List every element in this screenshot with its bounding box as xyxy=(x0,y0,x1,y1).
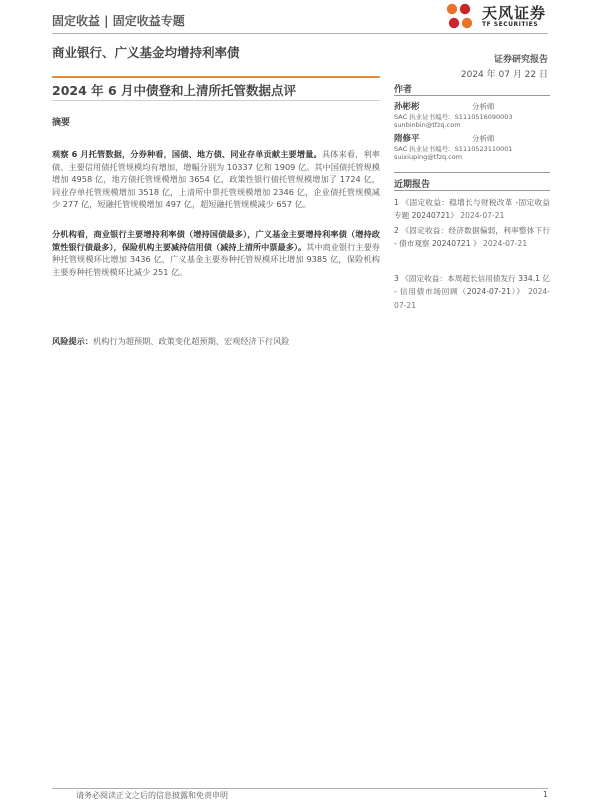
recent-report-item[interactable] xyxy=(394,196,550,223)
title-divider xyxy=(52,76,380,78)
author-role: 分析师 xyxy=(472,134,495,143)
paragraph-2-lead: 分机构看，商业银行主要增持利率债（增持国债最多），广义基金主要增持利率债（增持政策性银行债最多），保险机构主要减持信用债（减持上清所中票最多）。 xyxy=(52,229,380,252)
header-divider xyxy=(52,33,548,34)
report-type: 证券研究报告 xyxy=(493,55,548,65)
footer-divider xyxy=(52,788,548,789)
page-number: 1 xyxy=(542,790,548,799)
recent-report-date: 2024-07-21 xyxy=(394,287,551,310)
report-date: 2024 年 07 月 22 日 xyxy=(460,70,548,80)
recent-report-item[interactable] xyxy=(394,272,550,312)
summary-paragraph-1 xyxy=(52,148,380,211)
paragraph-2-body: 其中商业银行主要券种托管规模环比增加 3436 亿，广义基金主要券种托管规模环比增加 9385 亿，保险机构主要券种托管规模环比减少 251 亿。 xyxy=(52,241,380,277)
footer-disclaimer: 请务必阅读正文之后的信息披露和免责申明 xyxy=(76,791,228,800)
summary-label: 摘要 xyxy=(52,118,71,128)
risk-warning xyxy=(52,336,380,347)
recent-report-item[interactable] xyxy=(394,224,550,251)
recent-top-divider xyxy=(394,172,550,173)
paragraph-1-body: 具体来看，利率债、主要信用债托管规模均有增加，增幅分别为 10337 亿和 1909 亿。其中国债托管规模增加 4958 亿，地方债托管规模增加 3654 亿，政策性银行债托管规模增加了 1724 亿，同业存单托管规模增加 3518 亿，上清所中票托管规模增加 2346 亿，企业债托管规模减少 277 亿，短融托管规模增加 497 亿，超短融托管规模减少 657 亿。 xyxy=(52,149,380,210)
recent-reports-label: 近期报告 xyxy=(394,180,431,190)
author-sac: SAC 执业证书编号：S1110516090003 xyxy=(394,113,513,121)
risk-label: 风险提示： xyxy=(52,336,93,346)
authors-divider xyxy=(394,95,550,96)
logo-subtitle: TF SECURITIES xyxy=(482,21,539,28)
recent-divider xyxy=(394,190,550,191)
author-name: 隋修平 xyxy=(394,134,420,144)
recent-report-title: 2 《固定收益：经济数据偏弱，利率整体下行 - 债市观察 20240721 》 xyxy=(394,226,550,249)
author-email[interactable]: sunbinbin@tfzq.com xyxy=(394,121,461,129)
author-name: 孙彬彬 xyxy=(394,102,420,112)
recent-report-title: 3 《固定收益：本周超长信用债发行 334.1 亿 - 信用债市场回顾（2024-07-21）》 xyxy=(394,274,550,297)
authors-label: 作者 xyxy=(394,85,413,95)
logo-name: 天风证券 xyxy=(482,4,547,22)
paragraph-1-lead: 观察 6 月托管数据，分券种看，国债、地方债、同业存单贡献主要增量。 xyxy=(52,149,322,159)
title-underline xyxy=(52,100,380,101)
author-role: 分析师 xyxy=(472,102,495,111)
report-title: 2024 年 6 月中债登和上清所托管数据点评 xyxy=(52,83,297,98)
recent-report-title: 1 《固定收益：稳增长与财税改革 -固定收益专题 20240721》 xyxy=(394,198,550,221)
recent-report-date: 2024-07-21 xyxy=(483,239,528,249)
industry-title: 商业银行、广义基金均增持利率债 xyxy=(52,45,240,60)
author-email[interactable]: suixiuping@tfzq.com xyxy=(394,153,463,161)
recent-report-date: 2024-07-21 xyxy=(460,211,505,221)
header-category: 固定收益 | 固定收益专题 xyxy=(52,14,185,28)
author-sac: SAC 执业证书编号：S1110523110001 xyxy=(394,145,513,153)
summary-paragraph-2 xyxy=(52,228,380,278)
risk-text: 机构行为超预期、政策变化超预期、宏观经济下行风险 xyxy=(92,336,290,346)
